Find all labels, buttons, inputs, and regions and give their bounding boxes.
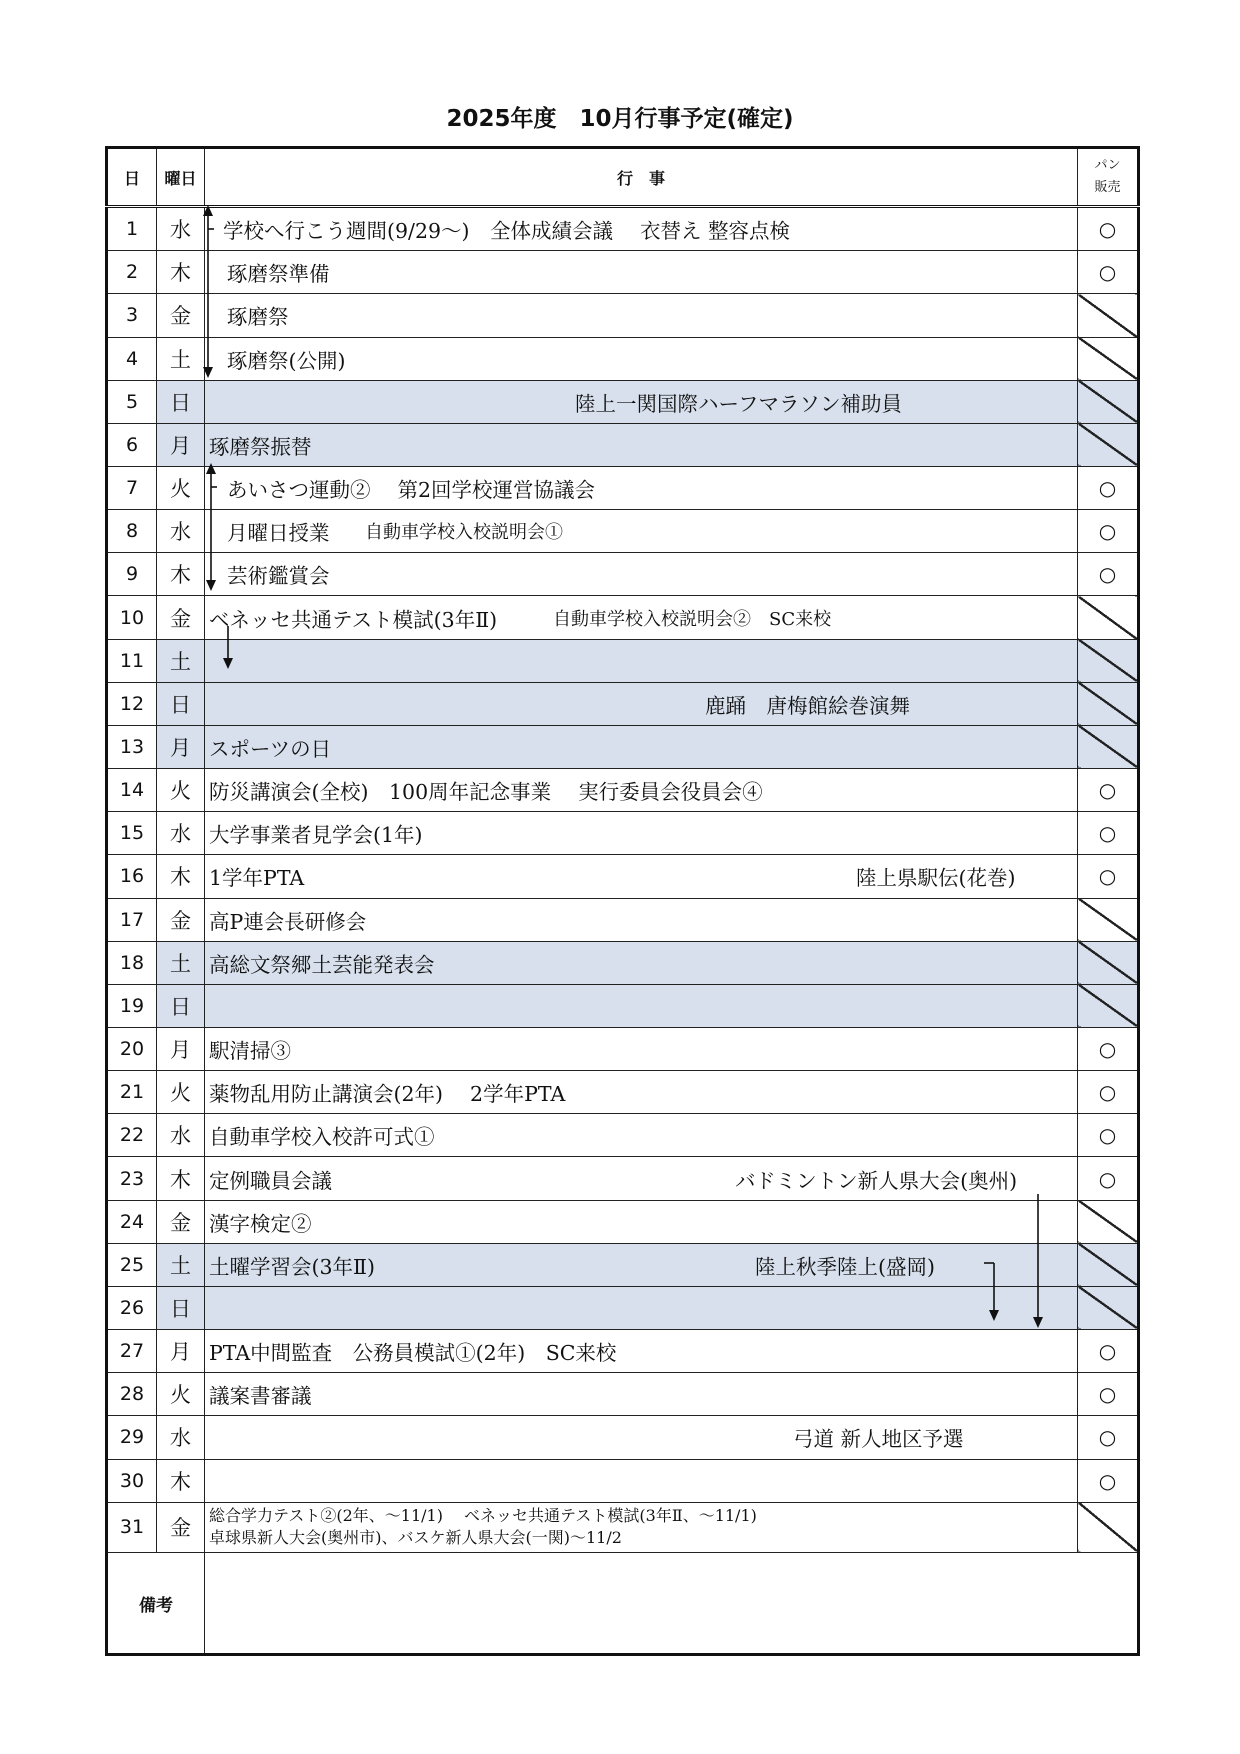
event-cell <box>205 682 1078 725</box>
day-row <box>107 1286 1139 1329</box>
bread-sales-mark: ○ <box>1078 1459 1139 1502</box>
weekday: 土 <box>157 941 205 984</box>
day-number: 6 <box>107 423 157 466</box>
weekday: 木 <box>157 855 205 898</box>
event-text: 大学事業者見学会(1年) <box>209 823 423 848</box>
day-number: 13 <box>107 725 157 768</box>
event-text: 防災講演会(全校) 100周年記念事業 実行委員会役員会④ <box>209 780 763 805</box>
event-text-2: 陸上県駅伝(花巻) <box>856 866 1016 891</box>
event-text: 土曜学習会(3年Ⅱ) <box>209 1254 375 1279</box>
day-row <box>107 1373 1139 1416</box>
day-row <box>107 337 1139 380</box>
day-number: 21 <box>107 1071 157 1114</box>
day-number: 4 <box>107 337 157 380</box>
bread-sales-mark: ○ <box>1078 1071 1139 1114</box>
weekday: 金 <box>157 1200 205 1243</box>
weekday: 金 <box>157 596 205 639</box>
day-number: 19 <box>107 984 157 1027</box>
day-number: 22 <box>107 1114 157 1157</box>
weekday: 金 <box>157 294 205 337</box>
weekday: 水 <box>157 1416 205 1459</box>
event-text: 議案書審議 <box>209 1384 312 1409</box>
weekday: 木 <box>157 1459 205 1502</box>
event-cell <box>205 1243 1078 1286</box>
weekday: 日 <box>157 682 205 725</box>
bread-sales-none <box>1078 639 1139 682</box>
event-text-2: 卓球県新人大会(奥州市)、バスケ新人県大会(一関)〜11/2 <box>209 1528 622 1548</box>
day-number: 9 <box>107 553 157 596</box>
day-number: 25 <box>107 1243 157 1286</box>
event-text: 鹿踊 唐梅館絵巻演舞 <box>705 693 910 718</box>
event-text: PTA中間監査 公務員模試①(2年) SC来校 <box>209 1341 617 1366</box>
day-number: 28 <box>107 1373 157 1416</box>
day-row <box>107 251 1139 294</box>
day-number: 8 <box>107 510 157 553</box>
day-row <box>107 1157 1139 1200</box>
event-text-2: バドミントン新人県大会(奥州) <box>735 1168 1018 1193</box>
event-cell <box>205 941 1078 984</box>
bread-sales-none <box>1078 898 1139 941</box>
event-text: 1学年PTA <box>209 866 305 891</box>
event-text-2: 自動車学校入校説明会① <box>365 522 563 544</box>
remarks-label: 備考 <box>107 1553 205 1655</box>
day-number: 29 <box>107 1416 157 1459</box>
event-text-2: 弓道 新人地区予選 <box>793 1427 964 1452</box>
day-row <box>107 423 1139 466</box>
event-lines <box>209 1505 757 1549</box>
day-row <box>107 1459 1139 1502</box>
page-title: 2025年度 10月行事予定(確定) <box>446 106 794 132</box>
weekday: 水 <box>157 1114 205 1157</box>
event-cell <box>205 812 1078 855</box>
day-number: 24 <box>107 1200 157 1243</box>
day-row <box>107 1071 1139 1114</box>
day-row <box>107 553 1139 596</box>
event-text: 総合学力テスト②(2年、〜11/1) ベネッセ共通テスト模試(3年Ⅱ、〜11/1) <box>209 1506 757 1526</box>
weekday: 木 <box>157 1157 205 1200</box>
event-cell <box>205 510 1078 553</box>
weekday: 火 <box>157 466 205 509</box>
header-events: 行 事 <box>205 148 1078 207</box>
day-row <box>107 1028 1139 1071</box>
weekday: 金 <box>157 898 205 941</box>
bread-sales-none <box>1078 725 1139 768</box>
day-number: 17 <box>107 898 157 941</box>
weekday: 金 <box>157 1502 205 1553</box>
day-number: 7 <box>107 466 157 509</box>
day-row <box>107 855 1139 898</box>
day-row <box>107 769 1139 812</box>
day-row <box>107 466 1139 509</box>
day-row <box>107 898 1139 941</box>
day-row <box>107 725 1139 768</box>
event-text: ベネッセ共通テスト模試(3年Ⅱ) <box>209 607 498 632</box>
day-row <box>107 682 1139 725</box>
header-bread-sales <box>1078 148 1139 207</box>
weekday: 土 <box>157 639 205 682</box>
event-text: 月曜日授業 <box>227 521 330 546</box>
remarks-content <box>205 1553 1139 1655</box>
bread-sales-none <box>1078 423 1139 466</box>
day-row <box>107 1330 1139 1373</box>
event-cell <box>205 1330 1078 1373</box>
day-row <box>107 1416 1139 1459</box>
weekday: 火 <box>157 1373 205 1416</box>
weekday: 月 <box>157 725 205 768</box>
bread-sales-mark: ○ <box>1078 553 1139 596</box>
day-row <box>107 941 1139 984</box>
day-number: 11 <box>107 639 157 682</box>
bread-sales-mark: ○ <box>1078 251 1139 294</box>
event-text: 琢磨祭準備 <box>227 262 330 287</box>
event-cell <box>205 466 1078 509</box>
event-text: 琢磨祭 <box>227 305 289 330</box>
day-number: 15 <box>107 812 157 855</box>
header-weekday: 曜日 <box>157 148 205 207</box>
event-cell <box>205 1286 1078 1329</box>
event-cell <box>205 1200 1078 1243</box>
event-text: 漢字検定② <box>209 1211 312 1236</box>
weekday: 水 <box>157 207 205 251</box>
day-number: 3 <box>107 294 157 337</box>
day-row <box>107 510 1139 553</box>
day-number: 26 <box>107 1286 157 1329</box>
weekday: 日 <box>157 1286 205 1329</box>
event-cell <box>205 553 1078 596</box>
weekday: 土 <box>157 1243 205 1286</box>
event-cell <box>205 1028 1078 1071</box>
day-number: 30 <box>107 1459 157 1502</box>
event-cell <box>205 1071 1078 1114</box>
day-number: 10 <box>107 596 157 639</box>
event-cell <box>205 207 1078 251</box>
bread-sales-none <box>1078 596 1139 639</box>
header-day: 日 <box>107 148 157 207</box>
bread-sales-mark: ○ <box>1078 1373 1139 1416</box>
bread-sales-none <box>1078 984 1139 1027</box>
weekday: 月 <box>157 1330 205 1373</box>
weekday: 月 <box>157 423 205 466</box>
event-cell <box>205 984 1078 1027</box>
header-row <box>107 148 1139 207</box>
event-text: 学校へ行こう週間(9/29〜) 全体成績会議 衣替え 整容点検 <box>223 219 791 244</box>
bread-sales-mark: ○ <box>1078 1114 1139 1157</box>
event-text: 陸上一関国際ハーフマラソン補助員 <box>575 391 902 416</box>
day-row <box>107 1502 1139 1553</box>
event-text: 高P連会長研修会 <box>209 909 367 934</box>
event-cell <box>205 251 1078 294</box>
event-cell <box>205 1459 1078 1502</box>
weekday: 水 <box>157 510 205 553</box>
bread-sales-mark: ○ <box>1078 1330 1139 1373</box>
event-text: 薬物乱用防止講演会(2年) 2学年PTA <box>209 1082 566 1107</box>
event-text-2: 陸上秋季陸上(盛岡) <box>755 1254 935 1279</box>
day-number: 14 <box>107 769 157 812</box>
day-number: 23 <box>107 1157 157 1200</box>
day-number: 16 <box>107 855 157 898</box>
event-cell <box>205 380 1078 423</box>
day-row <box>107 1243 1139 1286</box>
bread-sales-mark: ○ <box>1078 812 1139 855</box>
bread-sales-none <box>1078 1286 1139 1329</box>
day-row <box>107 207 1139 251</box>
event-text: 駅清掃③ <box>209 1039 291 1064</box>
bread-sales-none <box>1078 337 1139 380</box>
event-text: 琢磨祭(公開) <box>227 348 346 373</box>
event-text-2: 自動車学校入校説明会② SC来校 <box>553 608 832 630</box>
day-row <box>107 1114 1139 1157</box>
day-number: 5 <box>107 380 157 423</box>
weekday: 土 <box>157 337 205 380</box>
event-cell <box>205 1157 1078 1200</box>
weekday: 木 <box>157 553 205 596</box>
day-row <box>107 984 1139 1027</box>
event-text: 芸術鑑賞会 <box>227 564 330 589</box>
day-number: 18 <box>107 941 157 984</box>
weekday: 月 <box>157 1028 205 1071</box>
day-number: 1 <box>107 207 157 251</box>
event-cell <box>205 855 1078 898</box>
day-number: 12 <box>107 682 157 725</box>
event-cell <box>205 769 1078 812</box>
weekday: 火 <box>157 769 205 812</box>
event-cell <box>205 294 1078 337</box>
bread-sales-mark: ○ <box>1078 207 1139 251</box>
day-row <box>107 812 1139 855</box>
remarks-row <box>107 1553 1139 1655</box>
weekday: 日 <box>157 984 205 1027</box>
day-number: 27 <box>107 1330 157 1373</box>
weekday: 日 <box>157 380 205 423</box>
weekday: 水 <box>157 812 205 855</box>
bread-sales-none <box>1078 380 1139 423</box>
schedule-table <box>105 146 1140 1656</box>
event-cell <box>205 1373 1078 1416</box>
bread-sales-mark: ○ <box>1078 1028 1139 1071</box>
day-number: 2 <box>107 251 157 294</box>
event-cell <box>205 898 1078 941</box>
weekday: 火 <box>157 1071 205 1114</box>
bread-sales-none <box>1078 941 1139 984</box>
day-row <box>107 380 1139 423</box>
event-cell <box>205 1502 1078 1553</box>
bread-sales-mark: ○ <box>1078 466 1139 509</box>
bread-sales-none <box>1078 682 1139 725</box>
day-row <box>107 596 1139 639</box>
event-cell <box>205 725 1078 768</box>
event-cell <box>205 337 1078 380</box>
event-text: 琢磨祭振替 <box>209 434 312 459</box>
event-text: スポーツの日 <box>209 736 332 761</box>
event-text: 高総文祭郷土芸能発表会 <box>209 952 435 977</box>
bread-sales-mark: ○ <box>1078 769 1139 812</box>
event-cell <box>205 639 1078 682</box>
bread-sales-none <box>1078 1502 1139 1553</box>
bread-sales-mark: ○ <box>1078 1157 1139 1200</box>
weekday: 木 <box>157 251 205 294</box>
day-row <box>107 294 1139 337</box>
event-cell <box>205 596 1078 639</box>
event-text: あいさつ運動② 第2回学校運営協議会 <box>227 478 596 503</box>
header-bread-line1: パン <box>1094 158 1121 173</box>
bread-sales-mark: ○ <box>1078 510 1139 553</box>
bread-sales-none <box>1078 1200 1139 1243</box>
event-cell <box>205 1416 1078 1459</box>
event-text: 定例職員会議 <box>209 1168 332 1193</box>
day-number: 20 <box>107 1028 157 1071</box>
day-row <box>107 1200 1139 1243</box>
event-text: 自動車学校入校許可式① <box>209 1125 435 1150</box>
bread-sales-mark: ○ <box>1078 1416 1139 1459</box>
day-row <box>107 639 1139 682</box>
bread-sales-none <box>1078 1243 1139 1286</box>
header-bread-line2: 販売 <box>1094 180 1121 195</box>
event-cell <box>205 423 1078 466</box>
event-cell <box>205 1114 1078 1157</box>
day-number: 31 <box>107 1502 157 1553</box>
bread-sales-none <box>1078 294 1139 337</box>
bread-sales-mark: ○ <box>1078 855 1139 898</box>
